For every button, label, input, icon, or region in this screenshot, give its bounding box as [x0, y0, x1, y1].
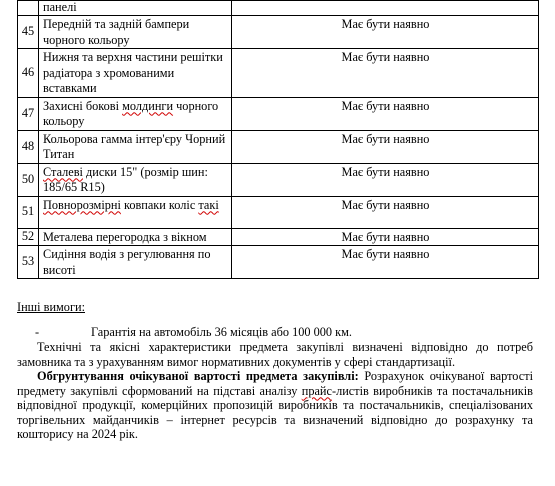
spellcheck-word: такі	[198, 197, 219, 212]
value-cell: Має бути наявно	[232, 97, 539, 130]
value-cell: Має бути наявно	[232, 228, 539, 246]
warranty-text: Гарантія на автомобіль 36 місяців або 100 000 км.	[91, 325, 352, 339]
value-cell: Має бути наявно	[232, 130, 539, 163]
feature-cell: Сидіння водія з регулювання по висоті	[39, 246, 232, 279]
feature-text: диски 15" (розмір шин: 185/65 R15)	[43, 164, 208, 194]
cost-text: Розрахунок очікуваної вартості предмету закупівлі сформований на підставі аналізу	[17, 369, 533, 398]
feature-cell: панелі	[39, 1, 232, 16]
row-number: 48	[18, 130, 39, 163]
bullet-dash: -	[35, 325, 40, 339]
feature-cell: Передній та задній бампери чорного кольору	[39, 16, 232, 49]
table-row	[18, 130, 539, 163]
feature-cell: Нижня та верхня частини решітки радіатора з хромованими вставками	[39, 49, 232, 98]
spellcheck-word: Повнорозмірні	[43, 197, 121, 212]
value-cell: Має бути наявно	[232, 49, 539, 98]
row-number: 53	[18, 246, 39, 279]
other-requirements-heading: Інші вимоги:	[17, 300, 85, 314]
value-cell: Має бути наявно	[232, 196, 539, 228]
table-row	[18, 16, 539, 49]
technical-requirements-paragraph: Технічні та якісні характеристики предмета закупівлі визначені відповідно до потреб замовника та з урахуванням вимог нормативних документів у сфері стандартизації.	[17, 340, 533, 369]
cost-justification-paragraph	[17, 369, 533, 442]
spellcheck-word: Сталеві	[43, 164, 83, 179]
spellcheck-word: молдинги	[122, 98, 174, 113]
row-number: 45	[18, 16, 39, 49]
row-number: 47	[18, 97, 39, 130]
cost-heading: Обгрунтування очікуваної вартості предмета закупівлі:	[37, 369, 359, 383]
row-number: 52	[18, 228, 39, 246]
row-number: 46	[18, 49, 39, 98]
value-cell: Має бути наявно	[232, 16, 539, 49]
value-cell	[232, 1, 539, 16]
table-row	[18, 1, 539, 16]
table-row	[18, 97, 539, 130]
table-row	[18, 246, 539, 279]
feature-cell: Металева перегородка з вікном	[39, 228, 232, 246]
table-row	[18, 228, 539, 246]
feature-cell: Кольорова гамма інтер'єру Чорний Титан	[39, 130, 232, 163]
cost-text: -листів виробників та постачальників відповідної продукції, комерційних пропозицій виробників та постачальників, спеціалізованих торгівельних майданчиків – інтернет ресурсів та визначений відповідно до розрахунку та кошторису на 2024 рік.	[17, 383, 533, 441]
row-number	[18, 1, 39, 16]
specification-table	[17, 0, 539, 279]
table-row	[18, 49, 539, 98]
feature-text: ковпаки коліс	[120, 197, 199, 212]
feature-cell	[39, 196, 232, 228]
feature-text: Захисні бокові	[43, 98, 123, 113]
value-cell: Має бути наявно	[232, 246, 539, 279]
value-cell: Має бути наявно	[232, 163, 539, 196]
feature-cell	[39, 163, 232, 196]
table-row	[18, 196, 539, 228]
row-number: 50	[18, 163, 39, 196]
table-row	[18, 163, 539, 196]
row-number: 51	[18, 196, 39, 228]
spellcheck-word: прайс	[301, 383, 332, 398]
feature-cell	[39, 97, 232, 130]
feature-text: чорного кольору	[43, 98, 219, 128]
